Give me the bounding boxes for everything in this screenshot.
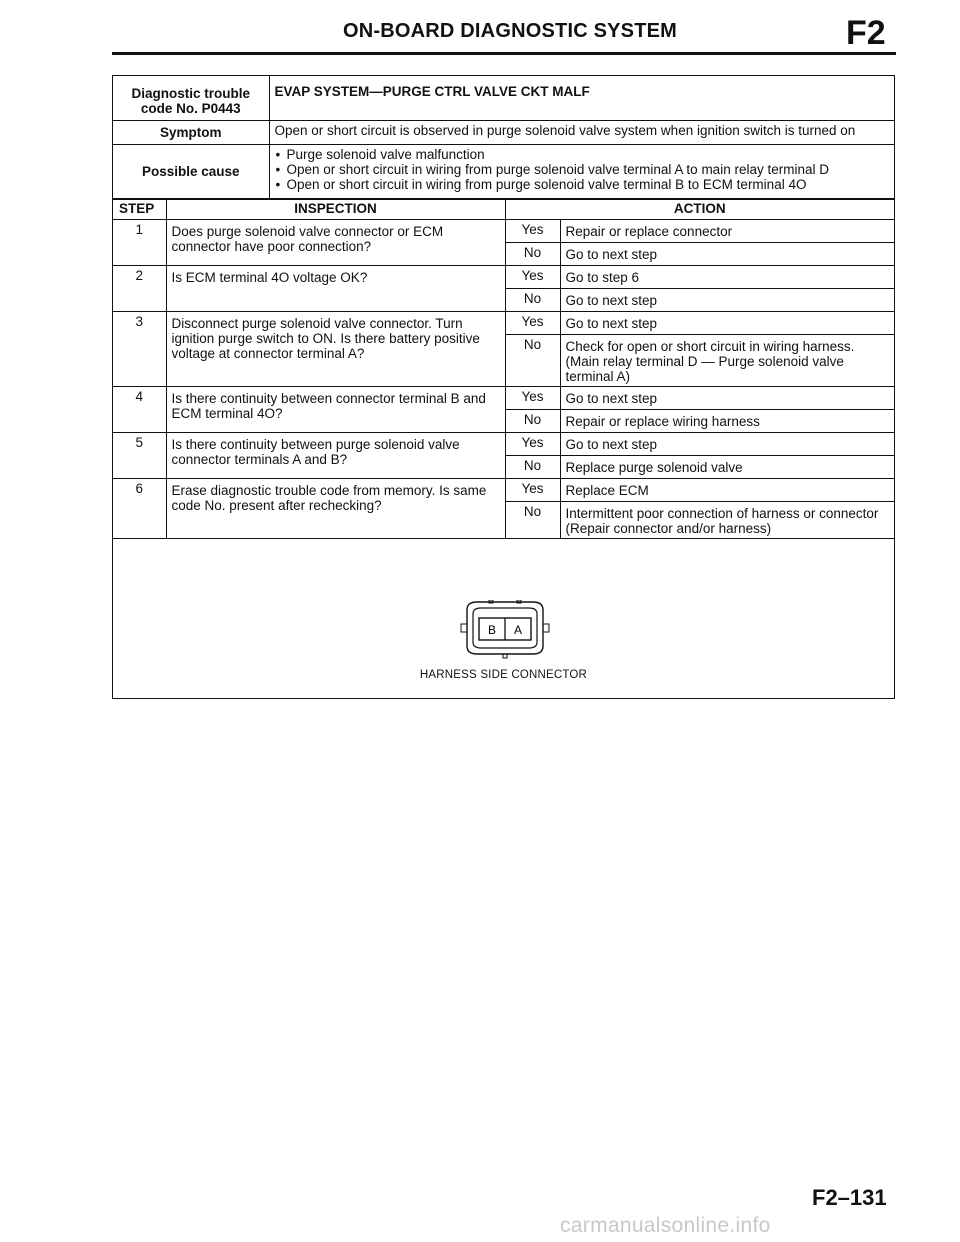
answer-no: No	[505, 410, 560, 433]
step-header: STEP	[113, 200, 166, 220]
answer-no: No	[505, 243, 560, 266]
table-row	[113, 479, 894, 502]
inspection-text: Is there continuity between purge solenoid valve connector terminals A and B?	[166, 433, 505, 479]
answer-yes: Yes	[505, 312, 560, 335]
dtc-title: EVAP SYSTEM—PURGE CTRL VALVE CKT MALF	[269, 76, 894, 121]
cause-label: Possible cause	[113, 145, 269, 199]
cause-cell	[269, 145, 894, 199]
table-header-row	[113, 200, 894, 220]
action-no: Go to next step	[560, 243, 894, 266]
terminal-a-label: A	[513, 623, 523, 637]
step-number: 3	[113, 312, 166, 387]
inspection-text: Erase diagnostic trouble code from memory. Is same code No. present after rechecking?	[166, 479, 505, 539]
step-number: 1	[113, 220, 166, 266]
action-yes: Repair or replace connector	[560, 220, 894, 243]
action-yes: Go to step 6	[560, 266, 894, 289]
step-number: 2	[113, 266, 166, 312]
connector-diagram	[113, 552, 894, 697]
action-no: Check for open or short circuit in wiring harness. (Main relay terminal D — Purge solenoid valve terminal A)	[560, 335, 894, 387]
answer-no: No	[505, 502, 560, 539]
page-title: ON-BOARD DIAGNOSTIC SYSTEM	[342, 20, 678, 42]
inspection-text: Does purge solenoid valve connector or ECM connector have poor connection?	[166, 220, 505, 266]
cause-item: • Open or short circuit in wiring from purge solenoid valve terminal B to ECM terminal 4O	[275, 177, 890, 192]
table-row	[113, 312, 894, 335]
inspection-text: Disconnect purge solenoid valve connector. Turn ignition purge switch to ON. Is there battery positive voltage at connector terminal A?	[166, 312, 505, 387]
page-number: F2–131	[812, 1185, 887, 1210]
cause-list	[275, 147, 890, 192]
step-number: 6	[113, 479, 166, 539]
table-row	[113, 387, 894, 410]
action-yes: Go to next step	[560, 433, 894, 456]
inspection-header: INSPECTION	[166, 200, 505, 220]
action-no: Replace purge solenoid valve	[560, 456, 894, 479]
inspection-text: Is there continuity between connector terminal B and ECM terminal 4O?	[166, 387, 505, 433]
symptom-text: Open or short circuit is observed in purge solenoid valve system when ignition switch is turned on	[269, 121, 894, 145]
connector-caption: HARNESS SIDE CONNECTOR	[419, 669, 588, 681]
symptom-label: Symptom	[113, 121, 269, 145]
terminal-b-label: B	[487, 623, 497, 637]
diagnostic-frame	[112, 75, 895, 699]
step-number: 4	[113, 387, 166, 433]
header-rule	[112, 52, 896, 55]
watermark: carmanualsonline.info	[560, 1214, 771, 1237]
cause-item: • Open or short circuit in wiring from purge solenoid valve terminal A to main relay terminal D	[275, 162, 890, 177]
answer-yes: Yes	[505, 220, 560, 243]
dtc-label: Diagnostic trouble code No. P0443	[113, 76, 269, 121]
action-header: ACTION	[505, 200, 894, 220]
table-row	[113, 266, 894, 289]
action-no: Repair or replace wiring harness	[560, 410, 894, 433]
action-no: Go to next step	[560, 289, 894, 312]
cause-row	[113, 145, 894, 199]
inspection-text: Is ECM terminal 4O voltage OK?	[166, 266, 505, 312]
answer-no: No	[505, 289, 560, 312]
answer-no: No	[505, 335, 560, 387]
answer-yes: Yes	[505, 387, 560, 410]
section-code: F2	[846, 14, 886, 52]
table-row	[113, 220, 894, 243]
answer-no: No	[505, 456, 560, 479]
symptom-row	[113, 121, 894, 145]
answer-yes: Yes	[505, 479, 560, 502]
action-yes: Go to next step	[560, 312, 894, 335]
cause-item: • Purge solenoid valve malfunction	[275, 147, 890, 162]
step-number: 5	[113, 433, 166, 479]
dtc-row	[113, 76, 894, 121]
inspection-table	[113, 199, 894, 539]
connector-icon	[453, 600, 557, 660]
dtc-info-table	[113, 76, 894, 199]
answer-yes: Yes	[505, 433, 560, 456]
action-yes: Replace ECM	[560, 479, 894, 502]
action-yes: Go to next step	[560, 387, 894, 410]
answer-yes: Yes	[505, 266, 560, 289]
action-no: Intermittent poor connection of harness or connector (Repair connector and/or harness)	[560, 502, 894, 539]
table-row	[113, 433, 894, 456]
